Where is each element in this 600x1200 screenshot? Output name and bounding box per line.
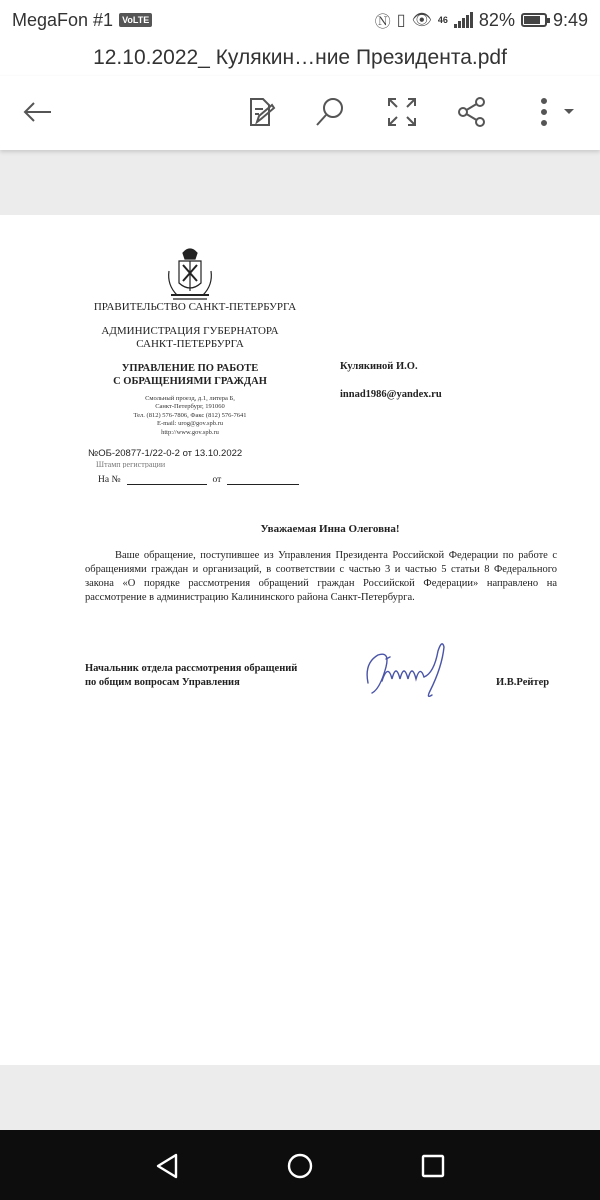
recents-square-icon[interactable] [411,1144,455,1188]
battery-icon [521,13,547,27]
address-line: http://www.gov.spb.ru [161,428,219,436]
clock: 9:49 [552,9,588,30]
signatory-title-line1: Начальник отдела рассмотрения обращений [85,663,298,674]
department-name [95,362,285,388]
volte-icon: VoLTE [119,13,152,27]
address-line: E-mail: urog@gov.spb.ru [156,420,224,428]
share-icon[interactable] [448,88,496,136]
carrier-name: MegaFon #1 [12,9,114,30]
back-arrow-icon[interactable] [14,88,62,136]
eye-comfort-icon: 👁 [411,12,432,29]
org-admin-line1: АДМИНИСТРАЦИЯ ГУБЕРНАТОРА [101,325,279,337]
department-line2: С ОБРАЩЕНИЯМИ ГРАЖДАН [113,376,267,387]
coat-of-arms-emblem [165,245,215,301]
signatory-name: И.В.Рейтер [496,677,550,688]
ot-label: от [212,475,222,485]
recipient-email: innad1986@yandex.ru [340,389,442,400]
recipient-name: Кулякиной И.О. [340,361,418,372]
vibrate-icon: ▯ [396,12,406,29]
search-icon[interactable] [306,88,354,136]
address-line: Тел. (812) 576-7806, Факс (812) 576-7641 [133,411,247,419]
status-bar [0,0,600,40]
edit-icon[interactable] [236,88,284,136]
fullscreen-icon[interactable] [378,88,426,136]
handwritten-signature [360,633,465,705]
signatory-title [85,662,297,690]
document-page [0,215,600,1065]
nfc-icon: Ⓝ [374,13,391,31]
document-title: 12.10.2022_ Кулякин…ние Президента.pdf [0,40,600,76]
address-line: Смольный проезд, д.1, литера Б, [145,395,235,402]
org-admin-line2: САНКТ-ПЕТЕРБУРГА [136,338,244,350]
org-address [100,395,280,437]
greeting: Уважаемая Инна Олеговна! [260,523,400,535]
more-icon[interactable] [524,88,584,136]
org-admin [90,325,290,351]
letter-body-paragraph: Ваше обращение, поступившее из Управления Президента Российской Федерации по работе с обращениями граждан и организаций, в соответствии с частью 3 и частью 5 статьи 8 Федерального закона «О порядке рассмотрения обращений граждан Российской Федерации» направлено на рассмотрение в администрацию Калининского района Санкт-Петербурга. [85,550,557,603]
org-name: ПРАВИТЕЛЬСТВО САНКТ-ПЕТЕРБУРГА [93,301,297,313]
toolbar [0,76,600,150]
address-line: Санкт-Петербург, 191060 [155,403,225,411]
home-circle-icon[interactable] [278,1144,322,1188]
na-label: На № [98,475,121,485]
signal-icon [454,12,473,28]
back-triangle-icon[interactable] [145,1144,189,1188]
na-blank [127,475,207,485]
registration-number: №ОБ-20877-1/22-0-2 от 13.10.2022 [88,448,243,459]
reference-line [98,475,299,485]
system-nav-bar [0,1130,600,1200]
department-line1: УПРАВЛЕНИЕ ПО РАБОТЕ [121,363,259,374]
letter-body [85,549,557,605]
registration-stamp-label: Штамп регистрации [96,460,166,468]
battery-percent: 82% [478,9,515,30]
network-type: 46 [437,15,448,25]
signatory-title-line2: по общим вопросам Управления [85,677,240,688]
ot-blank [227,475,299,485]
